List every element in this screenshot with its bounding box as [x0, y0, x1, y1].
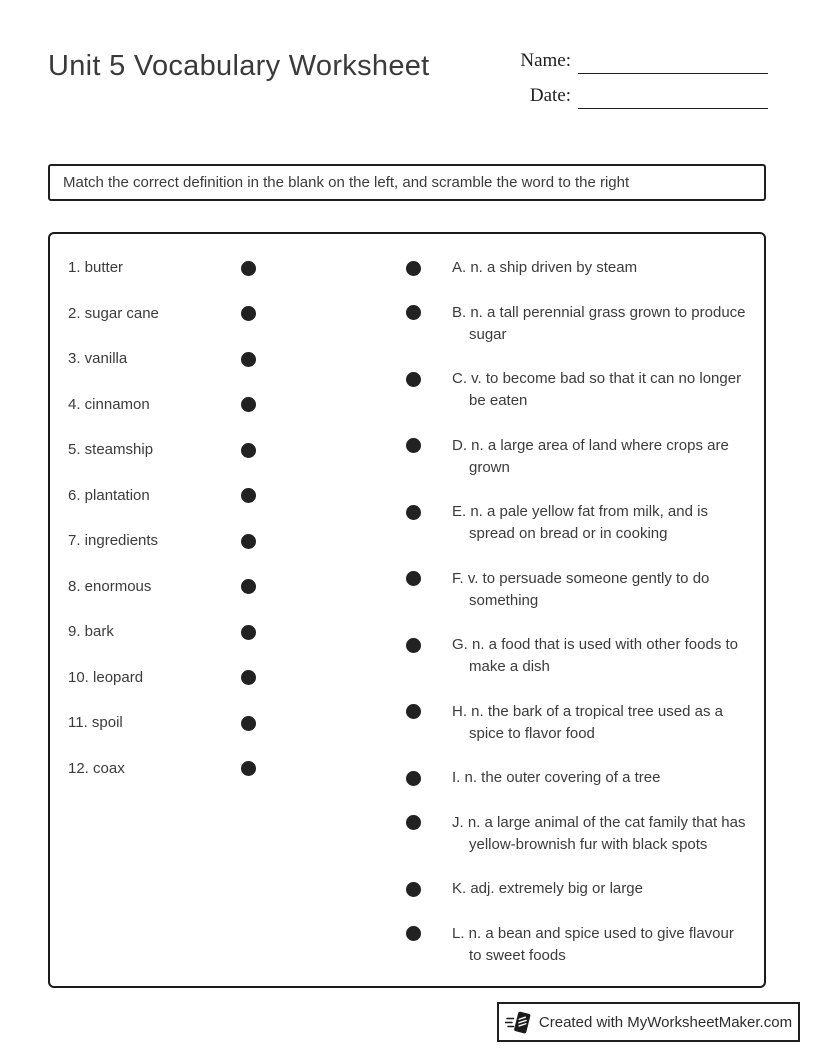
- definition-text: H. n. the bark of a tropical tree used as a spice to flavor food: [452, 702, 723, 742]
- word-label: 7. ingredients: [68, 532, 159, 549]
- match-dot: [406, 638, 421, 653]
- match-dot: [406, 704, 421, 719]
- definition-text: G. n. a food that is used with other foods to make a dish: [452, 636, 739, 675]
- word-list: [68, 257, 256, 780]
- definition-text: E. n. a pale yellow fat from milk, and is spread on bread or in cooking: [452, 503, 708, 542]
- definition-list: [406, 257, 754, 967]
- word-label: 4. cinnamon: [68, 395, 150, 413]
- match-dot: [406, 505, 421, 520]
- name-date-block: [515, 48, 768, 118]
- definition-item: [406, 923, 754, 967]
- word-item: [68, 394, 256, 416]
- word-label: 9. bark: [68, 623, 114, 640]
- word-item: [68, 485, 256, 507]
- definition-item: [406, 767, 754, 789]
- word-item: [68, 758, 256, 780]
- match-dot: [241, 261, 256, 276]
- name-row: [515, 48, 768, 74]
- word-label: 1. butter: [68, 259, 124, 276]
- word-label: 2. sugar cane: [68, 304, 159, 322]
- definition-item: [406, 435, 754, 479]
- match-dot: [241, 488, 256, 503]
- definition-item: [406, 302, 754, 346]
- word-item: [68, 257, 256, 279]
- date-blank-line: [578, 83, 768, 109]
- instructions-text: Match the correct definition in the blank on the left, and scramble the word to the right: [63, 174, 630, 191]
- word-label: 6. plantation: [68, 486, 150, 504]
- match-dot: [406, 372, 421, 387]
- match-dot: [241, 443, 256, 458]
- match-dot: [406, 815, 421, 830]
- match-dot: [406, 261, 421, 276]
- definition-item: [406, 257, 754, 279]
- instructions-box: [48, 164, 766, 201]
- definition-item: [406, 634, 754, 678]
- word-item: [68, 530, 256, 552]
- word-label: 10. leopard: [68, 668, 144, 686]
- word-label: 11. spoil: [68, 714, 123, 731]
- definition-text: F. v. to persuade someone gently to do something: [452, 569, 710, 609]
- match-dot: [406, 305, 421, 320]
- word-item: [68, 303, 256, 325]
- match-dot: [406, 438, 421, 453]
- page-title: Unit 5 Vocabulary Worksheet: [48, 50, 430, 82]
- word-label: 8. enormous: [68, 577, 152, 595]
- definition-text: K. adj. extremely big or large: [452, 880, 643, 897]
- date-row: [515, 83, 768, 109]
- match-dot: [406, 882, 421, 897]
- word-item: [68, 667, 256, 689]
- match-dot: [241, 670, 256, 685]
- definition-text: B. n. a tall perennial grass grown to produce sugar: [452, 303, 746, 343]
- worksheet-maker-logo-icon: [505, 1009, 532, 1036]
- definition-text: C. v. to become bad so that it can no longer be eaten: [452, 370, 742, 409]
- match-dot: [241, 716, 256, 731]
- footer-credit-text: Created with MyWorksheetMaker.com: [538, 1013, 793, 1031]
- word-item: [68, 576, 256, 598]
- definition-text: A. n. a ship driven by steam: [452, 259, 638, 276]
- match-dot: [241, 761, 256, 776]
- definition-item: [406, 812, 754, 856]
- definition-text: I. n. the outer covering of a tree: [452, 769, 661, 786]
- match-dot: [406, 571, 421, 586]
- date-label: Date:: [529, 85, 571, 106]
- match-dot: [241, 625, 256, 640]
- match-dot: [241, 534, 256, 549]
- match-dot: [241, 352, 256, 367]
- definition-text: D. n. a large area of land where crops are grown: [452, 436, 729, 476]
- definition-item: [406, 568, 754, 612]
- word-label: 12. coax: [68, 759, 125, 777]
- match-dot: [241, 397, 256, 412]
- definition-item: [406, 501, 754, 545]
- definition-item: [406, 368, 754, 412]
- definition-text: L. n. a bean and spice used to give flavour to sweet foods: [452, 924, 734, 964]
- word-item: [68, 712, 256, 734]
- match-dot: [241, 579, 256, 594]
- match-dot: [406, 771, 421, 786]
- definition-item: [406, 878, 754, 900]
- footer-credit-box: [497, 1002, 800, 1042]
- word-item: [68, 439, 256, 461]
- match-dot: [241, 306, 256, 321]
- match-dot: [406, 926, 421, 941]
- word-label: 3. vanilla: [68, 350, 128, 367]
- word-item: [68, 621, 256, 643]
- definition-text: J. n. a large animal of the cat family that has yellow-brownish fur with black spots: [452, 813, 746, 853]
- name-label: Name:: [520, 50, 571, 71]
- definition-item: [406, 701, 754, 745]
- word-item: [68, 348, 256, 370]
- matching-exercise-box: [48, 232, 766, 988]
- name-blank-line: [578, 48, 768, 74]
- word-label: 5. steamship: [68, 441, 154, 458]
